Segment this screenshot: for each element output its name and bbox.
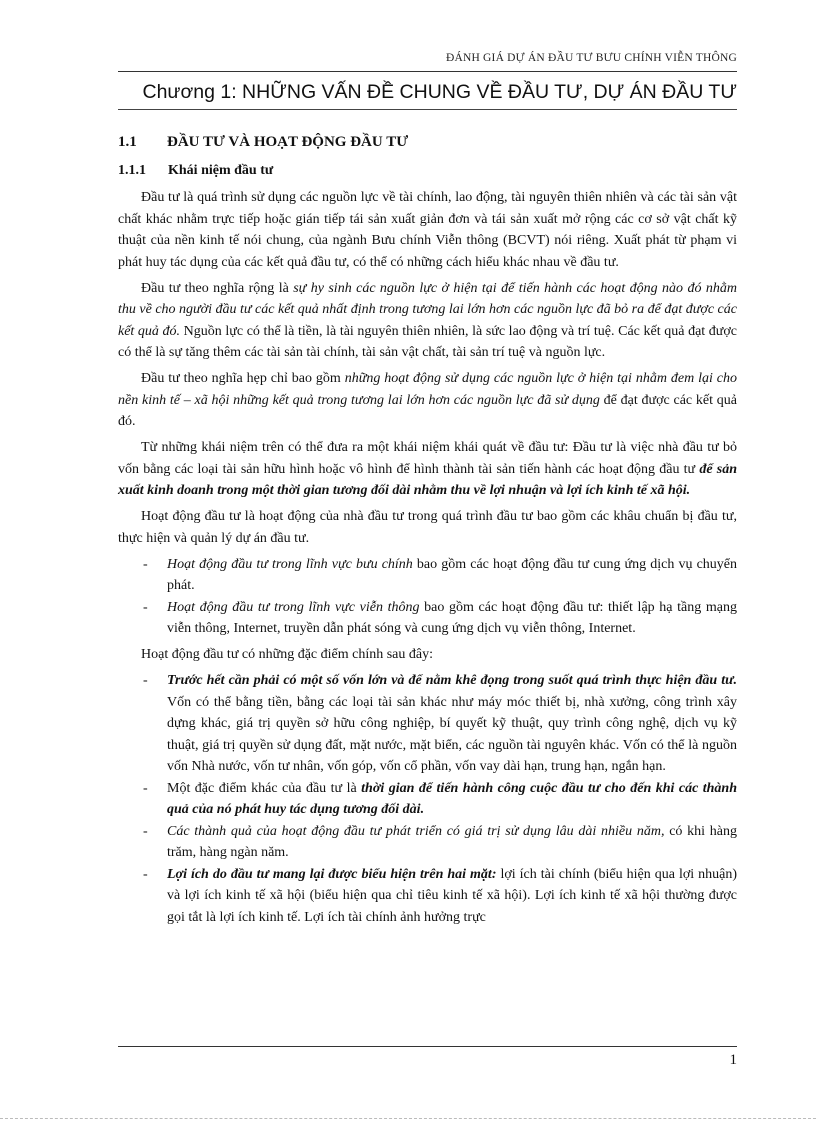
subsection-title: Khái niệm đầu tư [168, 163, 274, 178]
list-item-emphasis [167, 673, 737, 688]
list-item-text: lợi ích tài chính (biểu hiện qua lợi nhuận) và lợi ích kinh tế xã hội (biểu hiện qua chỉ tiêu kinh tế xã hội). Lợi ích kinh tế xã hội thường được gọi tắt là lợi ích kinh tế. Lợi ích tài chính ảnh hưởng trực [167, 866, 737, 925]
list-item [118, 670, 737, 778]
activity-list [118, 554, 737, 640]
list-item-emphasis-bold: thời gian để tiến hành công cuộc đầu tư cho đến khi các thành quả của nó phát huy tác dụng tương đối dài. [167, 780, 737, 817]
list-item [118, 778, 737, 821]
paragraph: Đầu tư là quá trình sử dụng các nguồn lực về tài chính, lao động, tài nguyên thiên nhiên và các tài sản vật chất khác nhằm trực tiếp hoặc gián tiếp tái sản xuất giản đơn và tái sản xuất mở rộng các cơ sở vật chất kỹ thuật của nền kinh tế nói chung, của ngành Bưu chính Viễn thông (BCVT) nói riêng. Xuất phát từ phạm vi phát huy tác dụng của các kết quả đầu tư, có thể có những cách hiểu khác nhau về đầu tư. [118, 190, 737, 270]
list-item-text: Vốn có thể bằng tiền, bằng các loại tài sản khác như máy móc thiết bị, nhà xưởng, công trình xây dựng khác, giá trị quyền sở hữu công nghiệp, bí quyết kỹ thuật, quy trình công nghệ, dịch vụ kỹ thuật, giá trị quyền sử dụng đất, mặt nước, mặt biển, các nguồn tài nguyên khác. Vốn có thể là nguồn vốn Nhà nước, vốn tư nhân, vốn góp, vốn cổ phần, vốn vay dài hạn, trung hạn, ngắn hạn. [167, 694, 737, 774]
header-rule [118, 71, 737, 72]
bullet-dash: - [143, 673, 148, 688]
chapter-rule [118, 109, 737, 110]
list-item-emphasis: Hoạt động đầu tư trong lĩnh vực viễn thông [167, 599, 420, 615]
paragraph: Hoạt động đầu tư có những đặc điểm chính sau đây: [141, 647, 433, 662]
body-text [118, 187, 737, 933]
page-edge-divider [0, 1118, 816, 1119]
bullet-dash: - [143, 866, 148, 882]
list-item-lead: Một đặc điểm khác của đầu tư là [167, 780, 362, 796]
characteristics-list [118, 670, 737, 928]
bullet-dash: - [143, 556, 148, 572]
list-item-emphasis: Các thành quả của hoạt động đầu tư phát triển có giá trị sử dụng lâu dài nhiều năm, [167, 823, 665, 839]
list-item-text: bao gồm các hoạt động đầu tư: thiết lập hạ tầng mạng viễn thông, Internet, truyền dẫn phát sóng và cung ứng dịch vụ viễn thông, Internet. [167, 599, 737, 636]
paragraph-emphasis: sự hy sinh các nguồn lực ở hiện tại để tiến hành các hoạt động nào đó nhằm thu về cho người đầu tư các kết quả nhất định trong tương lai lớn hơn các nguồn lực đã bỏ ra để đạt được các kết quả đó. [118, 280, 737, 339]
paragraph-tail: để đạt được các kết quả đó. [118, 392, 738, 429]
section-heading [118, 134, 408, 151]
list-item [118, 821, 737, 864]
paragraph-emphasis-bold: để sản xuất kinh doanh trong một thời gian tương đối dài nhằm thu về lợi nhuận và lợi ích kinh tế xã hội. [118, 461, 737, 498]
list-item-emphasis-bold: Lợi ích do đầu tư mang lại được biểu hiện trên hai mặt: [167, 866, 497, 882]
paragraph [118, 278, 737, 364]
paragraph [118, 437, 737, 502]
paragraph-lead: Đầu tư theo nghĩa hẹp chỉ bao gồm [141, 371, 345, 386]
bullet-dash: - [143, 599, 148, 615]
paragraph-tail: Nguồn lực có thể là tiền, là tài nguyên thiên nhiên, là sức lao động và trí tuệ. Các kết quả đạt được có thể là sự tăng thêm các tài sản tài chính, tài sản vật chất, tài sản trí tuệ và nguồn lực. [118, 323, 737, 360]
list-item-text: có khi hàng trăm, hàng ngàn năm. [167, 823, 737, 860]
subsection-number: 1.1.1 [118, 163, 146, 178]
paragraph-lead: Đầu tư theo nghĩa rộng là [141, 280, 294, 296]
running-header: ĐÁNH GIÁ DỰ ÁN ĐẦU TƯ BƯU CHÍNH VIỄN THÔNG [445, 52, 737, 64]
list-item [118, 864, 737, 929]
paragraph: Hoạt động đầu tư là hoạt động của nhà đầu tư trong quá trình đầu tư bao gồm các khâu chuẩn bị đầu tư, thực hiện và quản lý dự án đầu tư. [118, 509, 737, 546]
list-item [118, 597, 737, 640]
paragraph-emphasis: những hoạt động sử dụng các nguồn lực ở hiện tại nhằm đem lại cho nền kinh tế – xã hội những kết quả trong tương lai lớn hơn các nguồn lực đã sử dụng [118, 371, 737, 408]
section-number: 1.1 [118, 134, 137, 150]
page-number: 1 [729, 1052, 737, 1068]
bullet-dash: - [143, 780, 148, 796]
list-item-emphasis-bold: Trước hết cần phải có một số vốn lớn và để nằm khê đọng trong suốt quá trình thực hiện đầu tư. [167, 673, 737, 688]
chapter-title: Chương 1: NHỮNG VẤN ĐỀ CHUNG VỀ ĐẦU TƯ, DỰ ÁN ĐẦU TƯ [142, 81, 737, 103]
list-item-emphasis: Hoạt động đầu tư trong lĩnh vực bưu chính [167, 556, 413, 572]
subsection-heading [118, 163, 273, 179]
list-item [118, 554, 737, 597]
bullet-dash: - [143, 823, 148, 839]
list-item-text: bao gồm các hoạt động đầu tư cung ứng dịch vụ chuyển phát. [167, 556, 737, 593]
section-title: ĐẦU TƯ VÀ HOẠT ĐỘNG ĐẦU TƯ [167, 134, 409, 150]
paragraph [118, 368, 737, 433]
paragraph-lead: Từ những khái niệm trên có thể đưa ra một khái niệm khái quát về đầu tư: Đầu tư là việc nhà đầu tư bỏ vốn bằng các loại tài sản hữu hình hoặc vô hình để hình thành tài sản tiến hành các hoạt động đầu tư [118, 440, 737, 477]
list-item-emphasis [167, 867, 496, 882]
footer-rule [118, 1046, 737, 1047]
